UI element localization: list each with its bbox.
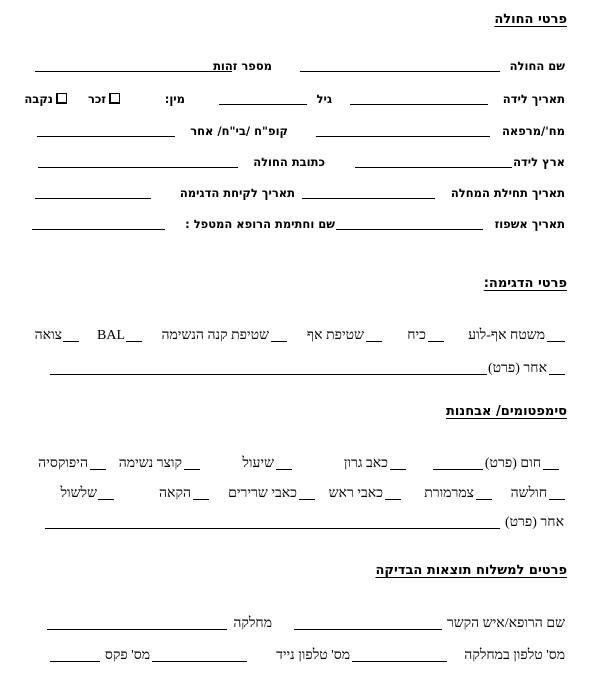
field-sample-option-3[interactable] [366,329,382,342]
label-doctor-signature: שם וחתימת הרופא המטפל : [185,217,335,231]
field-sample-other-check[interactable] [549,362,565,375]
label-sample-option-4: שטיפת קנה הנשימה [161,328,269,343]
row-onset-sample-date [0,184,600,204]
label-address: כתובת החולה [253,155,325,169]
field-insurer[interactable] [37,124,175,137]
field-symptom-diarrhea-check[interactable] [98,487,114,500]
label-symptom-myalgia: כאבי שרירים [228,486,297,501]
row-symptoms-2 [0,485,600,505]
label-symptom-cough: שיעול [242,456,274,471]
label-sample-option-1: משטח אף-לוע [468,328,545,343]
label-mobile-phone: מס' טלפון נייד [276,648,350,663]
row-symptoms-1 [0,455,600,475]
label-department: מח'/מרפאה [501,124,565,138]
label-insurer: קופ"ח /בי"ח/ אחר [190,124,288,138]
label-sex: מין: [164,92,185,106]
label-symptom-vomiting: הקאה [159,486,191,501]
row-name-id [0,57,600,77]
field-id-number[interactable] [35,59,232,72]
field-symptom-chills-check[interactable] [476,487,492,500]
row-contact-ward [0,615,600,635]
row-admission-doctor [0,215,600,235]
field-admission-date[interactable] [336,217,483,230]
field-sample-option-5[interactable] [126,329,142,342]
field-sample-option-6[interactable] [63,329,79,342]
field-sample-other[interactable] [50,362,487,375]
field-fax[interactable] [50,649,100,662]
field-symptom-myalgia-check[interactable] [299,487,315,500]
label-symptom-weakness: חולשה [510,486,547,501]
field-onset-date[interactable] [302,186,435,199]
label-sample-option-2: כיח [407,328,426,343]
label-sample-date: תאריך לקיחת הדגימה [179,186,295,200]
label-contact-name: שם הרופא/איש הקשר [446,616,565,631]
field-symptom-fever[interactable] [433,457,483,470]
label-birth-date: תאריך לידה [502,92,565,106]
field-patient-name[interactable] [300,59,500,72]
label-symptom-chills: צמרמורת [424,486,474,501]
field-symptom-cough-check[interactable] [276,457,292,470]
row-symptoms-other [0,514,600,534]
field-ward[interactable] [47,617,227,630]
field-birth-date[interactable] [350,92,488,105]
row-country-address [0,153,600,173]
field-symptom-other[interactable] [45,516,500,529]
field-symptom-dyspnea-check[interactable] [184,457,200,470]
label-ward: מחלקה [233,616,272,631]
field-address[interactable] [38,155,238,168]
field-sample-option-1[interactable] [547,329,565,342]
label-symptom-hypoxia: היפוקסיה [38,456,88,471]
section-title-results: פרטים למשלוח תוצאות הבדיקה [375,563,567,578]
label-symptom-diarrhea: שלשול [60,486,97,501]
option-female[interactable] [24,90,70,108]
label-sample-other: אחר (פרט) [487,361,547,376]
label-symptom-other: אחר (פרט) [504,515,564,530]
row-sample-types [0,327,600,347]
field-symptom-headache-check[interactable] [385,487,401,500]
label-age: גיל [316,92,332,106]
field-sample-option-4[interactable] [271,329,287,342]
label-sample-option-6: צואה [34,328,62,343]
row-phones-fax [0,647,600,667]
row-sample-other [0,360,600,380]
field-symptom-vomiting-check[interactable] [193,487,209,500]
label-symptom-dyspnea: קוצר נשימה [118,456,182,471]
field-sample-date[interactable] [35,186,151,199]
field-symptom-weakness-check[interactable] [549,487,565,500]
label-symptom-fever: חום (פרט) [484,456,541,471]
label-male: זכר [87,92,106,106]
field-ward-phone[interactable] [352,649,447,662]
label-ward-phone: מס' טלפון במחלקה [464,648,565,663]
checkbox-icon[interactable] [109,93,120,104]
field-sample-option-2[interactable] [428,329,444,342]
label-onset-date: תאריך תחילת המחלה [450,186,565,200]
label-sample-option-5: BAL [97,328,125,343]
field-age[interactable] [219,92,307,105]
field-mobile-phone[interactable] [152,649,247,662]
field-doctor-signature[interactable] [32,217,165,230]
label-id-number: מספר זהות [213,59,272,73]
section-title-sample: פרטי הדגימה: [483,276,567,291]
label-symptom-sore-throat: כאב גרון [343,456,388,471]
label-sample-option-3: שטיפת אף [306,328,364,343]
row-department-insurer [0,122,600,142]
row-birth-age-sex [0,90,600,110]
field-birth-country[interactable] [355,155,512,168]
field-symptom-sore-throat-check[interactable] [390,457,406,470]
section-title-symptoms: סימפטומים/ אבחנות [445,404,567,419]
option-male[interactable] [88,90,123,108]
label-admission-date: תאריך אשפוז [494,217,565,231]
field-department[interactable] [316,124,490,137]
label-birth-country: ארץ לידה [513,155,565,169]
label-female: נקבה [24,92,53,106]
field-contact-name[interactable] [294,617,442,630]
section-title-patient: פרטי החולה [494,12,567,27]
label-patient-name: שם החולה [509,59,565,73]
field-symptom-fever-check[interactable] [543,457,559,470]
label-fax: מס' פקס [104,648,150,663]
checkbox-icon[interactable] [56,93,67,104]
label-symptom-headache: כאבי ראש [328,486,383,501]
field-symptom-hypoxia-check[interactable] [90,457,106,470]
